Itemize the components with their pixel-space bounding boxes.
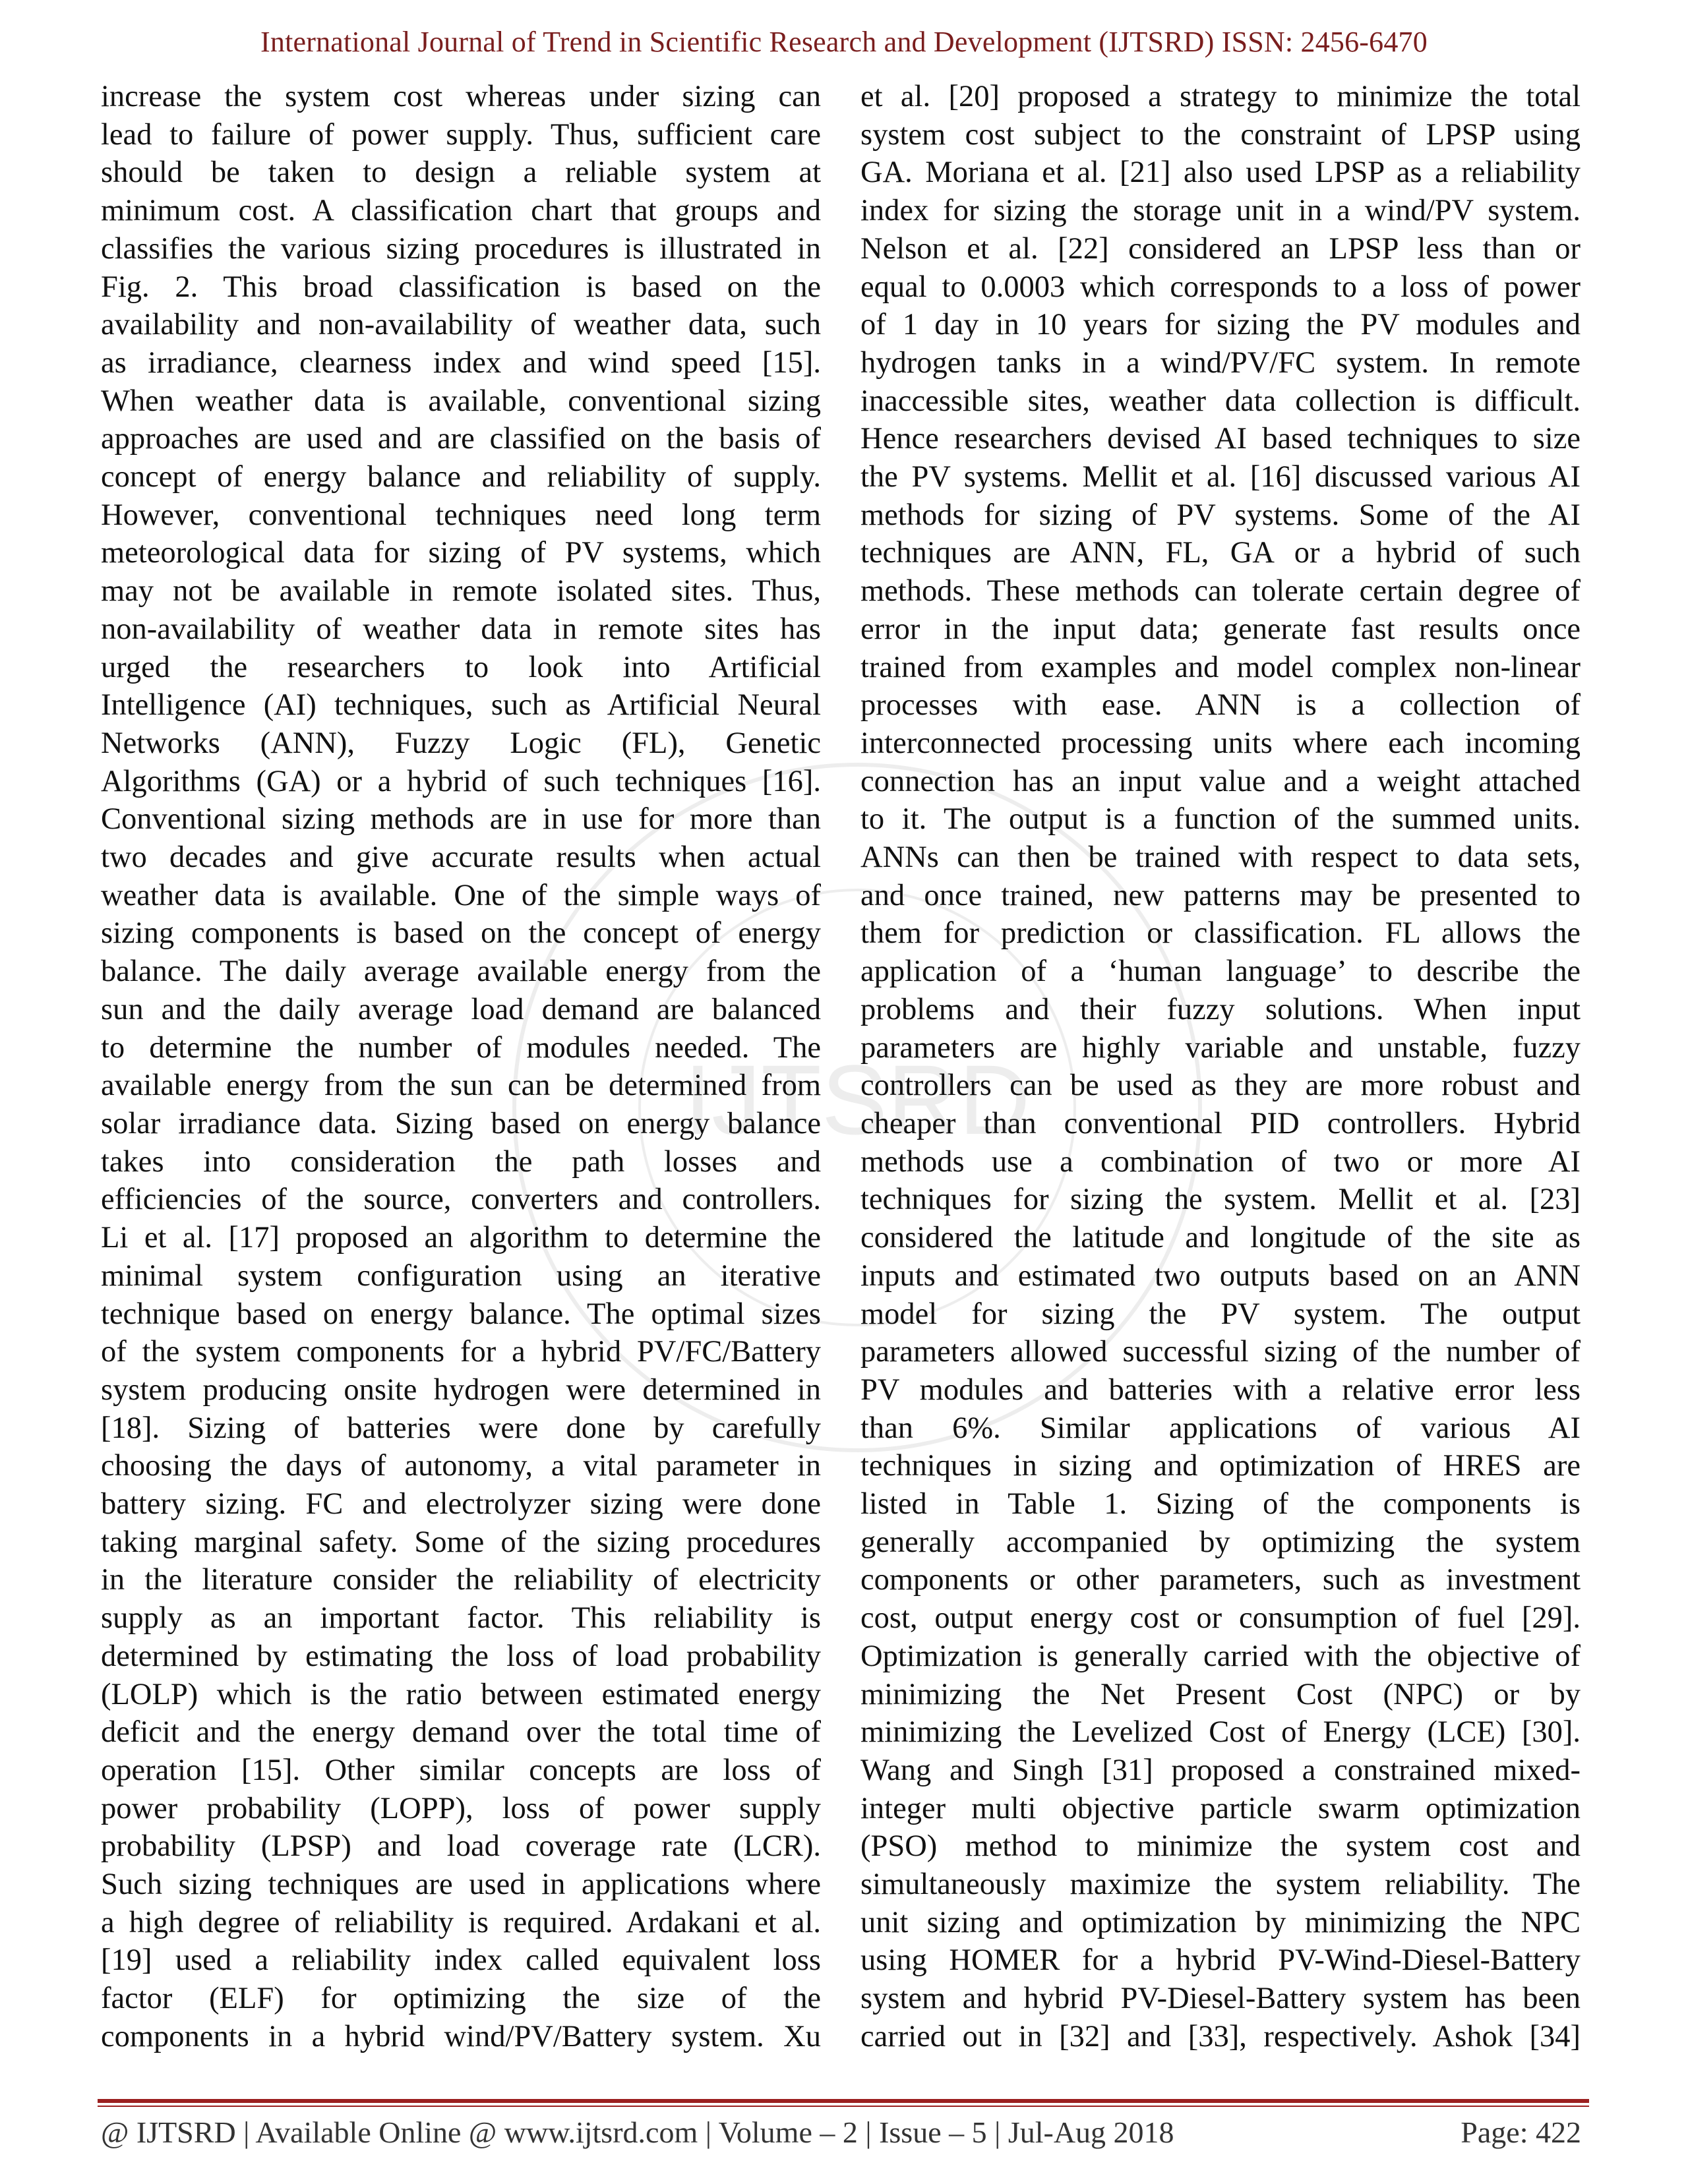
text-line: increase the system cost whereas under sizing can xyxy=(101,80,821,113)
text-line: Optimization is generally carried with the objective of xyxy=(860,1639,1581,1673)
text-line: (PSO) method to minimize the system cost and xyxy=(860,1829,1581,1864)
text-line: Networks (ANN), Fuzzy Logic (FL), Genetic xyxy=(101,726,821,760)
text-line: components or other parameters, such as investment xyxy=(860,1563,1581,1597)
text-line: Algorithms (GA) or a hybrid of such techniques [16]. xyxy=(101,764,821,798)
text-line: system and hybrid PV-Diesel-Battery system has been xyxy=(860,1982,1581,2016)
text-line: operation [15]. Other similar concepts are loss of xyxy=(101,1753,821,1787)
text-line: ANNs can then be trained with respect to data sets, xyxy=(860,841,1581,875)
text-line: methods for sizing of PV systems. Some of the AI xyxy=(860,498,1581,532)
running-header: International Journal of Trend in Scientific Research and Development (IJTSRD) ISSN: 2456-6470 xyxy=(260,26,1428,58)
text-line: battery sizing. FC and electrolyzer sizing were done xyxy=(101,1487,821,1521)
text-line: carried out in [32] and [33], respectively. Ashok [34] xyxy=(860,2019,1581,2053)
text-line: probability (LPSP) and load coverage rate (LCR). xyxy=(101,1829,821,1864)
text-line: application of a ‘human language’ to describe the xyxy=(860,955,1581,989)
footer-rule-thin xyxy=(98,2106,1589,2107)
text-line: PV modules and batteries with a relative error less xyxy=(860,1372,1581,1407)
text-line: takes into consideration the path losses and xyxy=(101,1144,821,1179)
text-line: model for sizing the PV system. The output xyxy=(860,1297,1581,1331)
text-line: components in a hybrid wind/PV/Battery system. Xu xyxy=(101,2019,821,2053)
text-line: should be taken to design a reliable system at xyxy=(101,156,821,190)
text-line: index for sizing the storage unit in a wind/PV system. xyxy=(860,194,1581,228)
text-line: determined by estimating the loss of load probability xyxy=(101,1639,821,1673)
text-line: simultaneously maximize the system reliability. The xyxy=(860,1868,1581,1902)
text-line: weather data is available. One of the simple ways of xyxy=(101,878,821,912)
text-line: two decades and give accurate results when actual xyxy=(101,841,821,875)
text-line: may not be available in remote isolated sites. Thus, xyxy=(101,574,821,608)
text-line: When weather data is available, conventional sizing xyxy=(101,384,821,418)
text-line: However, conventional techniques need long term xyxy=(101,498,821,532)
text-line: meteorological data for sizing of PV systems, which xyxy=(101,536,821,570)
text-line: cheaper than conventional PID controllers. Hybrid xyxy=(860,1106,1581,1140)
text-line: efficiencies of the source, converters and controllers. xyxy=(101,1183,821,1217)
text-line: problems and their fuzzy solutions. When input xyxy=(860,992,1581,1026)
text-line: Nelson et al. [22] considered an LPSP less than or xyxy=(860,231,1581,266)
text-line: system cost subject to the constraint of LPSP using xyxy=(860,117,1581,152)
text-line: parameters are highly variable and unstable, fuzzy xyxy=(860,1030,1581,1065)
text-line: of 1 day in 10 years for sizing the PV modules and xyxy=(860,308,1581,342)
text-line: connection has an input value and a weight attached xyxy=(860,764,1581,798)
text-line: the PV systems. Mellit et al. [16] discussed various AI xyxy=(860,460,1581,494)
text-line: controllers can be used as they are more robust and xyxy=(860,1069,1581,1103)
page-footer xyxy=(101,2115,1581,2150)
text-line: available energy from the sun can be determined from xyxy=(101,1069,821,1103)
text-line: deficit and the energy demand over the total time of xyxy=(101,1715,821,1750)
text-line: availability and non-availability of weather data, such xyxy=(101,308,821,342)
text-line: listed in Table 1. Sizing of the components is xyxy=(860,1487,1581,1521)
svg-text:IJTSRD: IJTSRD xyxy=(684,1044,1031,1155)
text-line: [19] used a reliability index called equivalent loss xyxy=(101,1943,821,1978)
text-line: cost, output energy cost or consumption of fuel [29]. xyxy=(860,1601,1581,1636)
text-line: GA. Moriana et al. [21] also used LPSP as a reliability xyxy=(860,156,1581,190)
text-line: parameters allowed successful sizing of the number of xyxy=(860,1335,1581,1369)
text-line: Such sizing techniques are used in applications where xyxy=(101,1868,821,1902)
text-line: considered the latitude and longitude of the site as xyxy=(860,1221,1581,1255)
text-line: in the literature consider the reliability of electricity xyxy=(101,1563,821,1597)
text-line: Hence researchers devised AI based techniques to size xyxy=(860,422,1581,456)
text-line: balance. The daily average available energy from the xyxy=(101,955,821,989)
text-line: et al. [20] proposed a strategy to minimize the total xyxy=(860,80,1581,113)
text-line: (LOLP) which is the ratio between estimated energy xyxy=(101,1677,821,1711)
text-line: [18]. Sizing of batteries were done by carefully xyxy=(101,1411,821,1445)
text-line: error in the input data; generate fast results once xyxy=(860,612,1581,646)
text-line: Wang and Singh [31] proposed a constrained mixed- xyxy=(860,1753,1581,1787)
text-line: system producing onsite hydrogen were determined in xyxy=(101,1372,821,1407)
text-line: Li et al. [17] proposed an algorithm to determine the xyxy=(101,1221,821,1255)
text-line: sun and the daily average load demand are balanced xyxy=(101,992,821,1026)
text-line: minimizing the Net Present Cost (NPC) or by xyxy=(860,1677,1581,1711)
left-text-column xyxy=(101,78,821,2056)
text-line: minimizing the Levelized Cost of Energy (LCE) [30]. xyxy=(860,1715,1581,1750)
text-line: choosing the days of autonomy, a vital parameter in xyxy=(101,1449,821,1483)
text-line: generally accompanied by optimizing the system xyxy=(860,1525,1581,1559)
page-number: Page: 422 xyxy=(1461,2115,1581,2149)
text-line: minimal system configuration using an iterative xyxy=(101,1258,821,1293)
text-line: and once trained, new patterns may be presented to xyxy=(860,878,1581,912)
text-line: urged the researchers to look into Artificial xyxy=(101,650,821,684)
text-line: minimum cost. A classification chart that groups and xyxy=(101,194,821,228)
text-line: lead to failure of power supply. Thus, sufficient care xyxy=(101,117,821,152)
text-line: non-availability of weather data in remote sites has xyxy=(101,612,821,646)
text-line: of the system components for a hybrid PV/FC/Battery xyxy=(101,1335,821,1369)
text-line: equal to 0.0003 which corresponds to a loss of power xyxy=(860,270,1581,304)
text-line: interconnected processing units where each incoming xyxy=(860,726,1581,760)
text-line: concept of energy balance and reliability of supply. xyxy=(101,460,821,494)
text-line: Conventional sizing methods are in use for more than xyxy=(101,802,821,837)
text-line: to it. The output is a function of the summed units. xyxy=(860,802,1581,837)
text-line: power probability (LOPP), loss of power supply xyxy=(101,1791,821,1825)
text-line: techniques in sizing and optimization of HRES are xyxy=(860,1449,1581,1483)
text-line: methods use a combination of two or more AI xyxy=(860,1144,1581,1179)
text-line: factor (ELF) for optimizing the size of the xyxy=(101,1982,821,2016)
right-text-column xyxy=(860,78,1581,2056)
text-line: sizing components is based on the concept of energy xyxy=(101,916,821,951)
text-line: a high degree of reliability is required. Ardakani et al. xyxy=(101,1905,821,1939)
text-line: techniques are ANN, FL, GA or a hybrid of such xyxy=(860,536,1581,570)
text-line: to determine the number of modules needed. The xyxy=(101,1030,821,1065)
text-line: inaccessible sites, weather data collection is difficult. xyxy=(860,384,1581,418)
text-line: classifies the various sizing procedures is illustrated in xyxy=(101,231,821,266)
text-line: techniques for sizing the system. Mellit et al. [23] xyxy=(860,1183,1581,1217)
text-line: as irradiance, clearness index and wind speed [15]. xyxy=(101,345,821,380)
text-line: taking marginal safety. Some of the sizing procedures xyxy=(101,1525,821,1559)
text-line: processes with ease. ANN is a collection of xyxy=(860,688,1581,723)
text-line: using HOMER for a hybrid PV-Wind-Diesel-Battery xyxy=(860,1943,1581,1978)
text-line: unit sizing and optimization by minimizing the NPC xyxy=(860,1905,1581,1939)
text-line: hydrogen tanks in a wind/PV/FC system. In remote xyxy=(860,345,1581,380)
text-line: than 6%. Similar applications of various AI xyxy=(860,1411,1581,1445)
text-line: integer multi objective particle swarm optimization xyxy=(860,1791,1581,1825)
text-line: inputs and estimated two outputs based on an ANN xyxy=(860,1258,1581,1293)
text-line: methods. These methods can tolerate certain degree of xyxy=(860,574,1581,608)
text-line: them for prediction or classification. FL allows the xyxy=(860,916,1581,951)
footer-rule xyxy=(98,2099,1589,2103)
text-line: approaches are used and are classified on the basis of xyxy=(101,422,821,456)
text-line: solar irradiance data. Sizing based on energy balance xyxy=(101,1106,821,1140)
text-line: supply as an important factor. This reliability is xyxy=(101,1601,821,1636)
text-line: technique based on energy balance. The optimal sizes xyxy=(101,1297,821,1331)
footer-publication-info: @ IJTSRD | Available Online @ www.ijtsrd.com | Volume – 2 | Issue – 5 | Jul-Aug 2018 xyxy=(101,2115,1174,2149)
text-line: Intelligence (AI) techniques, such as Artificial Neural xyxy=(101,688,821,723)
text-line: trained from examples and model complex non-linear xyxy=(860,650,1581,684)
text-line: Fig. 2. This broad classification is based on the xyxy=(101,270,821,304)
